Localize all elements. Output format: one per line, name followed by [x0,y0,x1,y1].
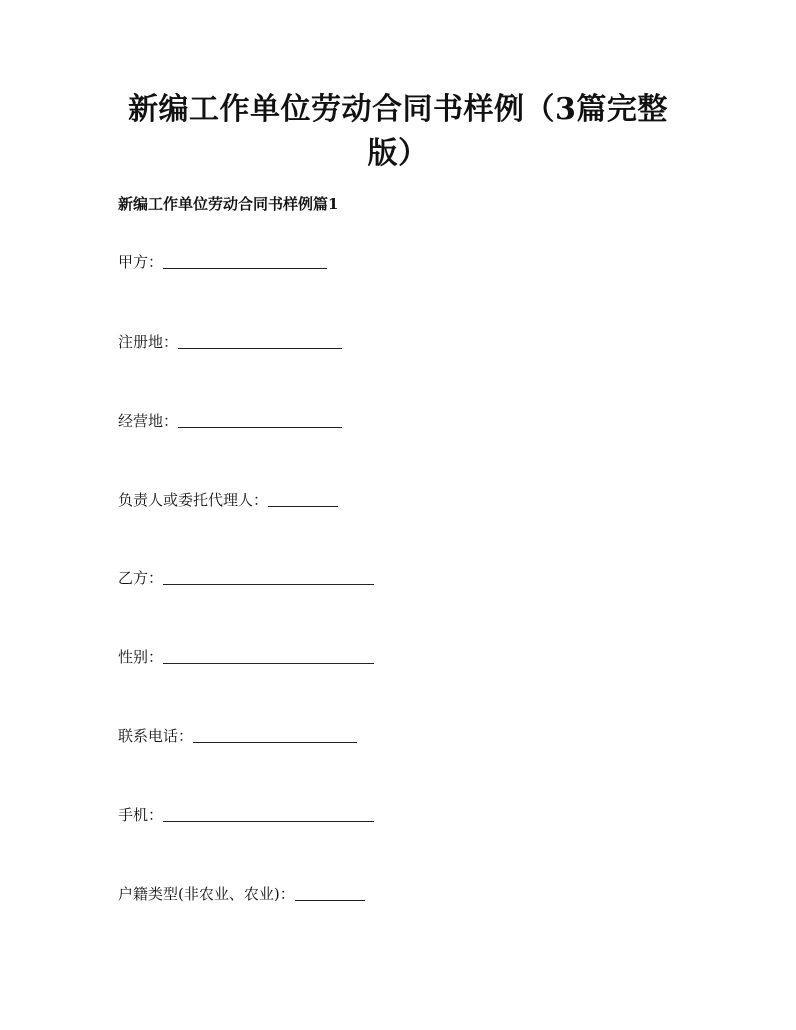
field-label: 户籍类型(非农业、农业)： [118,885,295,903]
field-household-type [118,883,365,905]
field-party-b [118,567,374,589]
document-title [118,88,678,176]
fill-in-blank [163,663,374,664]
title-line-1: 新编工作单位劳动合同书样例（3篇完整 [128,92,668,127]
fill-in-blank [178,348,342,349]
fill-in-blank [178,427,342,428]
field-label: 乙方： [118,569,164,587]
field-party-a [118,251,327,273]
fill-in-blank [295,900,365,901]
field-label: 经营地： [118,412,179,430]
fill-in-blank [193,742,357,743]
title-line-2: 版） [367,136,429,171]
section-heading: 新编工作单位劳动合同书样例篇1 [118,195,339,213]
field-registered-address [118,331,342,353]
field-label: 联系电话： [118,727,194,745]
field-label: 性别： [118,648,164,666]
field-business-address [118,410,342,432]
field-label: 手机： [118,806,164,824]
fill-in-blank [163,821,374,822]
fill-in-blank [163,584,374,585]
field-label: 负责人或委托代理人： [118,491,269,509]
field-label: 注册地： [118,333,179,351]
field-mobile [118,804,374,826]
field-gender [118,646,374,668]
fill-in-blank [268,506,338,507]
field-label: 甲方： [118,253,164,271]
fill-in-blank [163,268,327,269]
field-phone [118,725,357,747]
field-representative [118,489,338,511]
